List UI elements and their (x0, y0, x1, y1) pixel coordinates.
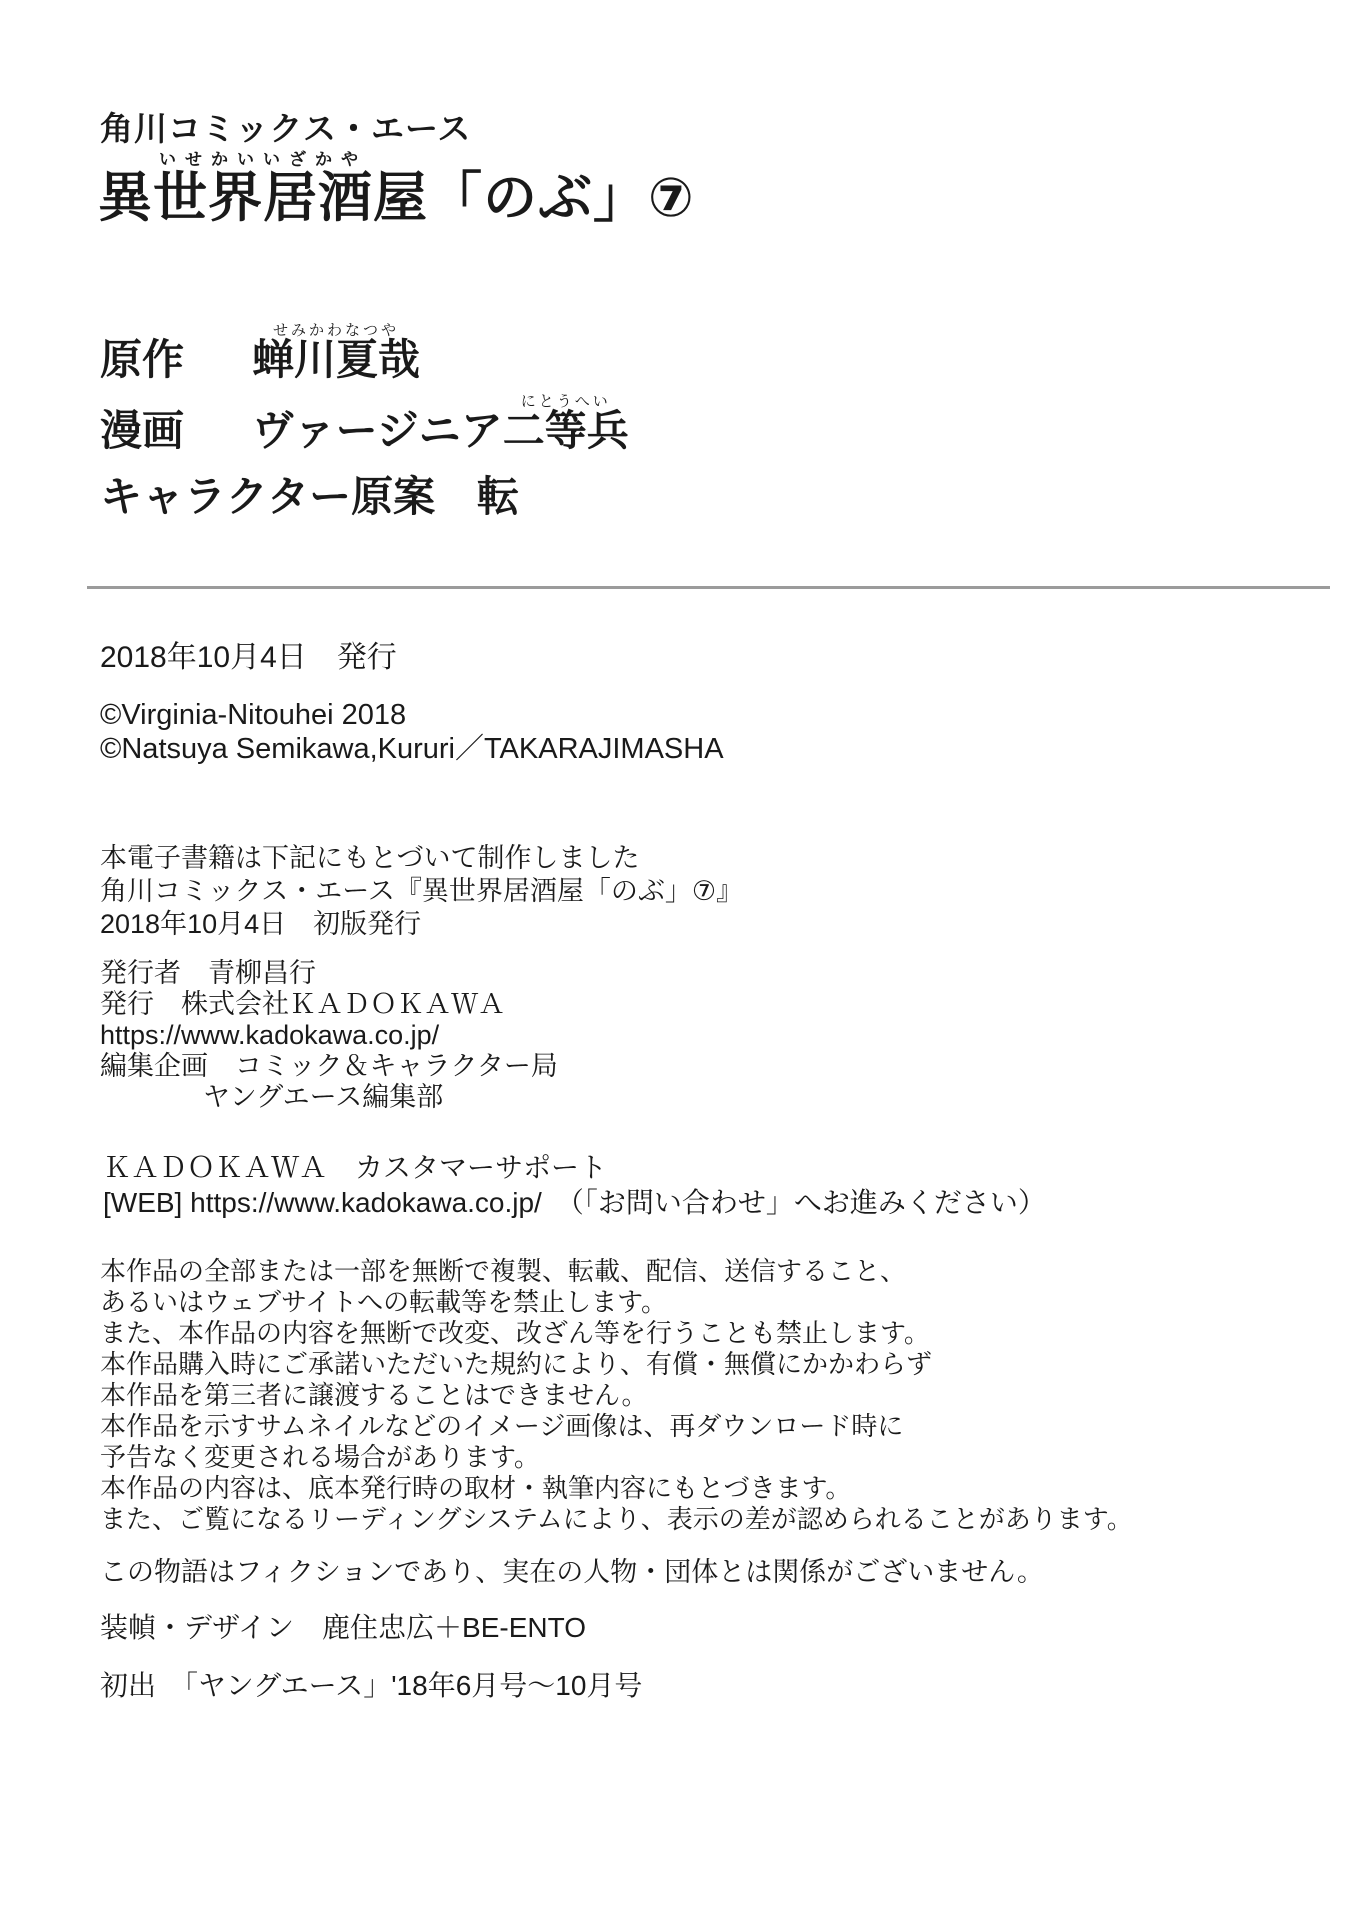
text-line: また、本作品の内容を無断で改変、改ざん等を行うことも禁止します。 (100, 1318, 930, 1348)
text-line: 発行 株式会社ＫＡＤＯＫＡＷＡ (100, 989, 505, 1019)
design-credit: 装幀・デザイン 鹿住忠広＋BE-ENTO (100, 1612, 586, 1643)
text-line: https://www.kadokawa.co.jp/ (100, 1020, 440, 1050)
horizontal-divider (87, 586, 1330, 589)
book-title (98, 150, 695, 232)
text-line: 本作品を示すサムネイルなどのイメージ画像は、再ダウンロード時に (100, 1411, 904, 1441)
text-line: ＫＡＤＯＫＡＷＡ カスタマーサポート (103, 1152, 608, 1183)
ebook-note-block (100, 842, 743, 941)
manga-artist-name-suffix: 二等兵 (502, 407, 629, 454)
text-line: [WEB] https://www.kadokawa.co.jp/ （「お問い合わせ」へお進みください） (103, 1187, 1046, 1218)
publication-date: 2018年10月4日 発行 (100, 641, 397, 674)
fiction-disclaimer: この物語はフィクションであり、実在の人物・団体とは関係がございません。 (100, 1557, 1044, 1587)
book-title-suffix: 「のぶ」⑦ (428, 168, 695, 228)
text-line: 本作品購入時にご承諾いただいた規約により、有償・無償にかかわらず (100, 1349, 933, 1379)
customer-support-block (103, 1150, 1046, 1220)
text-line: また、ご覧になるリーディングシステムにより、表示の差が認められることがあります。 (100, 1504, 1133, 1534)
credits-block (100, 322, 629, 535)
book-title-base: 異世界居酒屋 (98, 168, 428, 228)
legal-notice-block (100, 1256, 1133, 1535)
text-line: ヤングエース編集部 (203, 1082, 444, 1112)
credit-manga-artist (100, 393, 629, 464)
credit-label-manga: 漫画 (100, 407, 185, 454)
series-imprint: 角川コミックス・エース (100, 110, 472, 147)
text-line: 本作品の内容は、底本発行時の取材・執筆内容にもとづきます。 (100, 1473, 852, 1503)
text-line: あるいはウェブサイトへの転載等を禁止します。 (100, 1287, 668, 1317)
text-line: 予告なく変更される場合があります。 (100, 1442, 540, 1472)
text-line: 本作品の全部または一部を無断で複製、転載、配信、送信すること、 (100, 1256, 907, 1286)
manga-artist-name-prefix: ヴァージニア (252, 407, 503, 454)
manga-artist-furigana: にとうへい (502, 393, 629, 410)
credit-label-original: 原作 (100, 336, 185, 383)
text-line: 2018年10月4日 初版発行 (100, 909, 422, 939)
publisher-block (100, 958, 558, 1113)
text-line: 本作品を第三者に譲渡することはできません。 (100, 1380, 648, 1410)
credit-name-manga (252, 393, 629, 458)
book-title-furigana: いせかいいざかや (98, 150, 428, 169)
credit-label-character-design: キャラクター原案 (100, 473, 436, 520)
original-author-name: 蝉川夏哉 (252, 336, 421, 383)
character-designer-name: 転 (477, 473, 520, 520)
credit-original-author (100, 322, 629, 393)
credit-character-design (100, 464, 629, 535)
copyright-block (100, 698, 724, 766)
text-line: ©Natsuya Semikawa,Kururi／TAKARAJIMASHA (100, 733, 724, 765)
book-title-ruby (98, 150, 428, 228)
original-author-furigana: せみかわなつや (252, 322, 421, 339)
first-appearance: 初出 「ヤングエース」'18年6月号～10月号 (100, 1670, 643, 1701)
text-line: 角川コミックス・エース『異世界居酒屋「のぶ」⑦』 (100, 876, 744, 906)
text-line: ©Virginia-Nitouhei 2018 (100, 699, 407, 731)
text-line: 本電子書籍は下記にもとづいて制作しました (100, 843, 640, 873)
text-line: 編集企画 コミック＆キャラクター局 (100, 1051, 558, 1081)
credit-name-original (252, 322, 420, 387)
text-line: 発行者 青柳昌行 (100, 958, 316, 988)
